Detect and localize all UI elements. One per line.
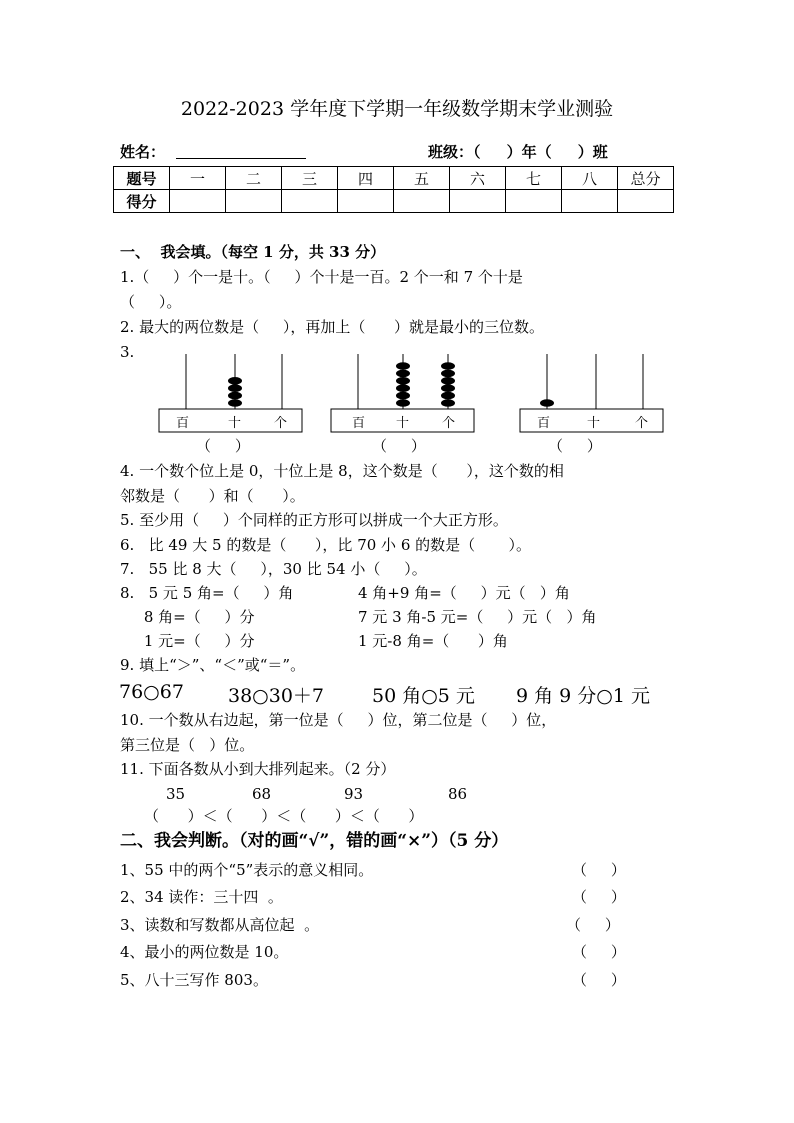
abacus-label-ones: 个 bbox=[635, 416, 649, 431]
abacus-label-hundreds: 百 bbox=[537, 416, 551, 431]
question-8-row2-right: 7 元 3 角-5 元=（ ）元（ ）角 bbox=[358, 608, 597, 626]
judge-answer-5[interactable]: （ ） bbox=[572, 971, 626, 989]
table-cell: 六 bbox=[450, 167, 506, 190]
number-item: 68 bbox=[252, 785, 272, 803]
abacus-bead bbox=[396, 377, 410, 385]
table-cell: 三 bbox=[282, 167, 338, 190]
abacus-2 bbox=[330, 352, 476, 438]
judge-item-1: 1、55 中的两个“5”表示的意义相同。 bbox=[120, 861, 374, 879]
abacus-bead bbox=[441, 370, 455, 378]
abacus-bead bbox=[441, 384, 455, 392]
table-cell: 八 bbox=[562, 167, 618, 190]
table-cell: 题号 bbox=[114, 167, 170, 190]
number-item: 35 bbox=[166, 785, 186, 803]
abacus-bead bbox=[396, 399, 410, 407]
abacus-bead bbox=[441, 362, 455, 370]
table-cell: 七 bbox=[506, 167, 562, 190]
question-11: 11. 下面各数从小到大排列起来。（2 分） bbox=[120, 760, 396, 778]
class-label: 班级：（ ）年（ ）班 bbox=[428, 143, 608, 161]
number-item: 86 bbox=[448, 785, 468, 803]
name-label: 姓名： bbox=[120, 143, 166, 161]
score-table-score-row bbox=[114, 190, 674, 213]
judge-item-4: 4、最小的两位数是 10。 bbox=[120, 943, 289, 961]
judge-item-5: 5、八十三写作 803。 bbox=[120, 971, 268, 989]
score-table-header-row bbox=[114, 167, 674, 190]
judge-answer-2[interactable]: （ ） bbox=[572, 888, 626, 906]
abacus-bead bbox=[540, 399, 554, 407]
score-cell[interactable] bbox=[506, 190, 562, 213]
table-cell: 得分 bbox=[114, 190, 170, 213]
abacus-bead bbox=[396, 384, 410, 392]
ordering-blanks[interactable]: （ ）＜（ ）＜（ ）＜（ ） bbox=[144, 807, 424, 825]
abacus-label-hundreds: 百 bbox=[352, 416, 366, 431]
abacus-bead bbox=[396, 370, 410, 378]
compare-item: 76○67 bbox=[119, 681, 184, 703]
abacus-label-tens: 十 bbox=[396, 416, 410, 431]
judge-item-3: 3、读数和写数都从高位起 。 bbox=[120, 916, 320, 934]
question-2: 2. 最大的两位数是（ ），再加上（ ）就是最小的三位数。 bbox=[120, 318, 545, 336]
question-8-row1-right: 4 角+9 角=（ ）元（ ）角 bbox=[358, 584, 570, 602]
table-cell: 四 bbox=[338, 167, 394, 190]
question-8-row2-left: 8 角=（ ）分 bbox=[120, 608, 255, 626]
abacus-bead bbox=[228, 377, 242, 385]
question-5: 5. 至少用（ ）个同样的正方形可以拼成一个大正方形。 bbox=[120, 511, 508, 529]
score-cell[interactable] bbox=[282, 190, 338, 213]
section1-heading: 一、 我会填。（每空 1 分，共 33 分） bbox=[120, 243, 386, 261]
abacus-bead bbox=[441, 392, 455, 400]
question-10-line2: 第三位是（ ）位。 bbox=[120, 736, 255, 754]
abacus-bead bbox=[228, 384, 242, 392]
judge-answer-3[interactable]: （ ） bbox=[566, 916, 620, 934]
abacus-3 bbox=[519, 352, 665, 438]
score-cell[interactable] bbox=[226, 190, 282, 213]
abacus-label-tens: 十 bbox=[587, 416, 601, 431]
score-table bbox=[113, 166, 674, 213]
compare-item: 38○30＋7 bbox=[228, 685, 325, 707]
page-title: 2022-2023 学年度下学期一年级数学期末学业测验 bbox=[180, 98, 614, 120]
compare-item: 9 角 9 分○1 元 bbox=[516, 685, 651, 707]
abacus-1 bbox=[158, 352, 304, 438]
section2-heading: 二、我会判断。（对的画“√”，错的画“×”）（5 分） bbox=[120, 831, 509, 851]
judge-answer-1[interactable]: （ ） bbox=[572, 861, 626, 879]
judge-answer-4[interactable]: （ ） bbox=[572, 943, 626, 961]
abacus-bead bbox=[396, 392, 410, 400]
score-cell[interactable] bbox=[170, 190, 226, 213]
score-cell[interactable] bbox=[618, 190, 674, 213]
table-cell: 二 bbox=[226, 167, 282, 190]
abacus-bead bbox=[228, 392, 242, 400]
abacus-label-ones: 个 bbox=[442, 416, 456, 431]
abacus-beads bbox=[540, 354, 643, 409]
question-3: 3. bbox=[120, 343, 135, 361]
question-8-row3-left: 1 元=（ ）分 bbox=[120, 632, 255, 650]
abacus-beads bbox=[358, 354, 455, 409]
question-4-line2: 邻数是（ ）和（ ）。 bbox=[120, 487, 305, 505]
abacus-bead bbox=[441, 377, 455, 385]
question-8-row1-left: 8. 5 元 5 角=（ ）角 bbox=[120, 584, 294, 602]
abacus-answer-2[interactable]: （ ） bbox=[372, 437, 426, 455]
table-cell: 五 bbox=[394, 167, 450, 190]
table-cell: 一 bbox=[170, 167, 226, 190]
score-cell[interactable] bbox=[338, 190, 394, 213]
abacus-answer-3[interactable]: （ ） bbox=[548, 437, 602, 455]
abacus-bead bbox=[396, 362, 410, 370]
question-1-line1: 1.（ ）个一是十。（ ）个十是一百。2 个一和 7 个十是 bbox=[120, 268, 523, 286]
question-4-line1: 4. 一个数个位上是 0，十位上是 8，这个数是（ ），这个数的相 bbox=[120, 462, 564, 480]
question-8-row3-right: 1 元-8 角=（ ）角 bbox=[358, 632, 508, 650]
question-9: 9. 填上“＞”、“＜”或“＝”。 bbox=[120, 656, 306, 674]
abacus-label-hundreds: 百 bbox=[176, 416, 190, 431]
table-cell: 总分 bbox=[618, 167, 674, 190]
abacus-answer-1[interactable]: （ ） bbox=[196, 437, 250, 455]
abacus-bead bbox=[441, 399, 455, 407]
question-7: 7. 55 比 8 大（ ），30 比 54 小（ ）。 bbox=[120, 560, 427, 578]
judge-item-2: 2、34 读作：三十四 。 bbox=[120, 888, 283, 906]
score-cell[interactable] bbox=[394, 190, 450, 213]
number-item: 93 bbox=[344, 785, 364, 803]
abacus-label-tens: 十 bbox=[228, 416, 242, 431]
score-cell[interactable] bbox=[562, 190, 618, 213]
abacus-bead bbox=[228, 399, 242, 407]
question-10-line1: 10. 一个数从右边起，第一位是（ ）位，第二位是（ ）位， bbox=[120, 711, 557, 729]
abacus-beads bbox=[186, 354, 282, 409]
abacus-label-ones: 个 bbox=[274, 416, 288, 431]
name-input-line[interactable] bbox=[176, 158, 306, 159]
compare-item: 50 角○5 元 bbox=[372, 685, 475, 707]
question-1-line2: （ ）。 bbox=[120, 293, 182, 311]
score-cell[interactable] bbox=[450, 190, 506, 213]
question-6: 6. 比 49 大 5 的数是（ ），比 70 小 6 的数是（ ）。 bbox=[120, 536, 532, 554]
